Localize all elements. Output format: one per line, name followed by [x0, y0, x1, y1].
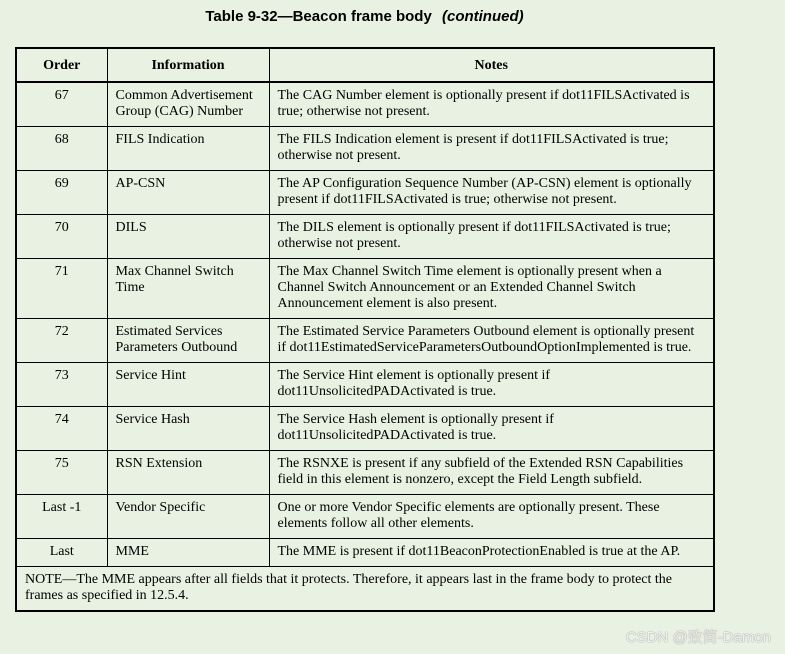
cell-order: 67: [16, 82, 107, 127]
table-row: [16, 363, 714, 407]
cell-order: 73: [16, 363, 107, 407]
table-note: NOTE—The MME appears after all fields that it protects. Therefore, it appears last in the frame body to protect the frames as specified in 12.5.4.: [16, 567, 714, 612]
cell-notes: The MME is present if dot11BeaconProtectionEnabled is true at the AP.: [269, 539, 714, 567]
cell-notes: The Service Hint element is optionally present if dot11UnsolicitedPADActivated is true.: [269, 363, 714, 407]
cell-information: DILS: [107, 215, 269, 259]
cell-notes: The Estimated Service Parameters Outbound element is optionally present if dot11EstimatedServiceParametersOutboundOptionImplemented is true.: [269, 319, 714, 363]
table-row: [16, 451, 714, 495]
cell-order: Last -1: [16, 495, 107, 539]
beacon-frame-body-table: [15, 47, 715, 612]
cell-order: 70: [16, 215, 107, 259]
cell-notes: One or more Vendor Specific elements are optionally present. These elements follow all other elements.: [269, 495, 714, 539]
table-header-row: [16, 48, 714, 82]
cell-information: Common Advertisement Group (CAG) Number: [107, 82, 269, 127]
table-row: [16, 407, 714, 451]
cell-order: Last: [16, 539, 107, 567]
header-information: Information: [107, 48, 269, 82]
cell-information: AP-CSN: [107, 171, 269, 215]
table-row: [16, 539, 714, 567]
table-row: [16, 495, 714, 539]
table-title-main: Table 9-32—Beacon frame body: [205, 8, 432, 25]
cell-order: 74: [16, 407, 107, 451]
table-title-continued: (continued): [441, 8, 524, 25]
watermark: CSDN @致简-Damon: [625, 629, 771, 646]
cell-notes: The DILS element is optionally present if dot11FILSActivated is true; otherwise not present.: [269, 215, 714, 259]
cell-information: RSN Extension: [107, 451, 269, 495]
cell-notes: The Max Channel Switch Time element is optionally present when a Channel Switch Announcement or an Extended Channel Switch Announcement element is also present.: [269, 259, 714, 319]
cell-information: Vendor Specific: [107, 495, 269, 539]
cell-order: 72: [16, 319, 107, 363]
cell-information: FILS Indication: [107, 127, 269, 171]
cell-order: 69: [16, 171, 107, 215]
table-note-row: [16, 567, 714, 612]
cell-information: Max Channel Switch Time: [107, 259, 269, 319]
table-row: [16, 319, 714, 363]
cell-notes: The FILS Indication element is present if dot11FILSActivated is true; otherwise not present.: [269, 127, 714, 171]
table-row: [16, 82, 714, 127]
table-row: [16, 259, 714, 319]
cell-information: Estimated Services Parameters Outbound: [107, 319, 269, 363]
cell-notes: The AP Configuration Sequence Number (AP-CSN) element is optionally present if dot11FILSActivated is true; otherwise not present.: [269, 171, 714, 215]
cell-notes: The CAG Number element is optionally present if dot11FILSActivated is true; otherwise not present.: [269, 82, 714, 127]
cell-information: Service Hash: [107, 407, 269, 451]
table-row: [16, 127, 714, 171]
cell-notes: The Service Hash element is optionally present if dot11UnsolicitedPADActivated is true.: [269, 407, 714, 451]
table-row: [16, 215, 714, 259]
table-row: [16, 171, 714, 215]
cell-order: 68: [16, 127, 107, 171]
cell-information: Service Hint: [107, 363, 269, 407]
cell-information: MME: [107, 539, 269, 567]
table-title: [0, 8, 729, 25]
cell-notes: The RSNXE is present if any subfield of the Extended RSN Capabilities field in this element is nonzero, except the Field Length subfield.: [269, 451, 714, 495]
cell-order: 71: [16, 259, 107, 319]
header-notes: Notes: [269, 48, 714, 82]
cell-order: 75: [16, 451, 107, 495]
header-order: Order: [16, 48, 107, 82]
